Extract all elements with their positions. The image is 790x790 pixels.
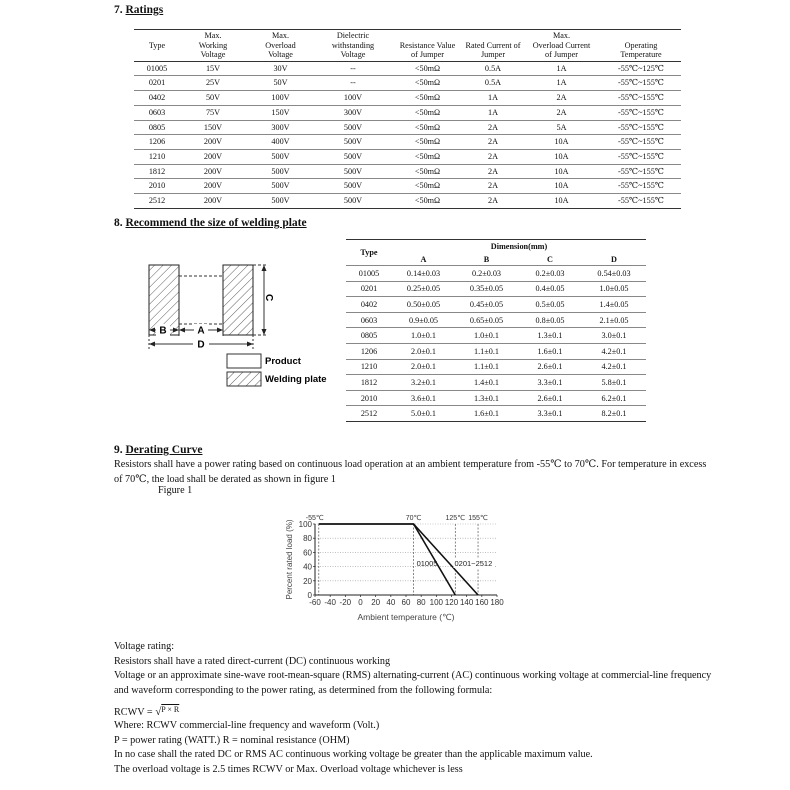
ratings-cell: 50V	[205, 93, 221, 103]
ratings-cell: -55℃~155℃	[618, 122, 664, 132]
welding-cell: 0.2±0.03	[518, 266, 582, 282]
welding-dimension-header: Dimension(mm)	[392, 240, 646, 254]
ratings-cell: 400V	[271, 137, 290, 147]
welding-cell: 1.6±0.1	[518, 343, 582, 359]
welding-cell: 2512	[346, 406, 392, 422]
ratings-cell: <50mΩ	[414, 78, 441, 88]
ratings-cell: 500V	[343, 122, 363, 132]
welding-cell: 2.0±0.1	[392, 343, 455, 359]
ratings-cell: 2512	[148, 196, 166, 206]
ratings-cell: 0201	[148, 78, 166, 88]
ratings-cell: <50mΩ	[414, 181, 441, 191]
welding-cell: 0.14±0.03	[392, 266, 455, 282]
ratings-header-cell: Max. Working Voltage	[198, 31, 228, 60]
derating-chart	[270, 505, 520, 635]
ratings-cell: 0603	[148, 107, 166, 117]
ratings-header-cell: Max. Overload Current of Jumper	[532, 31, 591, 60]
welding-plate-diagram	[140, 254, 340, 394]
welding-cell: 1.4±0.05	[582, 297, 646, 313]
ratings-cell: 150V	[271, 107, 290, 117]
y-tick-label: 100	[298, 520, 312, 529]
welding-cell: 5.0±0.1	[392, 406, 455, 422]
ratings-row	[134, 76, 681, 91]
ratings-cell: 1A	[556, 63, 567, 73]
ratings-cell: 2A	[556, 107, 567, 117]
section-7-title: Ratings	[125, 4, 164, 16]
welding-cell: 1.3±0.1	[455, 390, 518, 406]
ratings-cell: 300V	[343, 107, 363, 117]
ratings-cell: 200V	[203, 166, 223, 176]
x-tick-label: 60	[401, 598, 411, 607]
dim-label-a: A	[197, 325, 205, 337]
ratings-cell: 0402	[148, 93, 166, 103]
ratings-cell: <50mΩ	[414, 196, 441, 206]
derating-paragraph: Resistors shall have a power rating based on continuous load operation at an ambient temperature from -55℃ to 70℃. For temperature in excess of 70℃, the load shall be derated as shown in figure 1	[114, 459, 707, 485]
voltage-rating-paragraph: Voltage rating: Resistors shall have a rated direct-current (DC) continuous working Voltage or an approximate sine-wave root-mean-square (RMS) alternating-current (AC) continuous working voltage at commercial-line frequency and waveform corresponding to the power rating, as determined from the following formula:	[114, 641, 712, 697]
ratings-header-cell: Resistance Value of Jumper	[399, 40, 456, 60]
welding-cell: 1.3±0.1	[518, 328, 582, 344]
legend-product-label: Product	[265, 356, 301, 367]
welding-cell: 0.2±0.03	[455, 266, 518, 282]
section-9-title: Derating Curve	[125, 444, 203, 456]
welding-row	[346, 328, 646, 344]
welding-row	[346, 406, 646, 422]
welding-row	[346, 343, 646, 359]
welding-cell: 1812	[346, 375, 392, 391]
ratings-cell: <50mΩ	[414, 107, 441, 117]
ratings-cell: 5A	[556, 122, 567, 132]
welding-cell: 3.6±0.1	[392, 390, 455, 406]
welding-row	[346, 266, 646, 282]
ratings-header-cell: Dielectric withstanding Voltage	[331, 31, 375, 60]
welding-cell: 0.8±0.05	[518, 312, 582, 328]
ratings-cell: -55℃~125℃	[618, 63, 664, 73]
ratings-cell: 500V	[271, 152, 290, 161]
y-axis-title: Percent rated load (%)	[285, 519, 294, 600]
legend-product-swatch	[227, 354, 261, 368]
ratings-cell: <50mΩ	[414, 152, 441, 161]
welding-cell: 1.1±0.1	[455, 343, 518, 359]
ratings-cell: <50mΩ	[414, 166, 441, 176]
welding-cell: 0.25±0.05	[392, 281, 455, 297]
ratings-row	[134, 91, 681, 106]
welding-row	[346, 375, 646, 391]
ratings-cell: 2A	[487, 137, 498, 147]
dim-label-b: B	[159, 325, 167, 337]
ratings-header-cell: Type	[148, 40, 166, 50]
ratings-header-row	[134, 30, 681, 62]
welding-cell: 0.35±0.05	[455, 281, 518, 297]
welding-cell: 2010	[346, 390, 392, 406]
ratings-cell: 10A	[554, 181, 569, 191]
welding-row	[346, 297, 646, 313]
ratings-cell: 200V	[203, 137, 223, 147]
welding-column-header: D	[582, 253, 646, 266]
ratings-cell: 2A	[487, 181, 498, 191]
welding-cell: 2.0±0.1	[392, 359, 455, 375]
ratings-cell: 1A	[556, 78, 567, 88]
welding-cell: 3.3±0.1	[518, 375, 582, 391]
welding-cell: 0805	[346, 328, 392, 344]
ratings-cell: 500V	[271, 181, 290, 191]
welding-row	[346, 359, 646, 375]
temp-annotation: 155℃	[468, 515, 488, 522]
x-tick-label: 80	[416, 598, 426, 607]
ratings-cell: <50mΩ	[414, 122, 441, 132]
x-tick-label: 120	[444, 598, 459, 607]
ratings-cell: 1210	[148, 152, 166, 161]
welding-cell: 6.2±0.1	[582, 390, 646, 406]
welding-cell: 5.8±0.1	[582, 375, 646, 391]
welding-cell: 4.2±0.1	[582, 359, 646, 375]
x-tick-label: 40	[386, 598, 396, 607]
welding-cell: 1.1±0.1	[455, 359, 518, 375]
ratings-row	[134, 164, 681, 179]
welding-cell: 1.0±0.05	[582, 281, 646, 297]
ratings-cell: 30V	[273, 63, 288, 73]
welding-column-header: C	[518, 253, 582, 266]
series-label: 01005	[416, 559, 438, 568]
y-tick-label: 0	[307, 591, 312, 600]
welding-column-header: A	[392, 253, 455, 266]
ratings-header-cell: Rated Current of Jumper	[465, 40, 521, 60]
welding-cell: 0603	[346, 312, 392, 328]
x-tick-label: -60	[309, 598, 321, 607]
section-7-heading: 7. Ratings	[114, 4, 164, 16]
ratings-cell: 1A	[487, 93, 498, 103]
welding-row	[346, 390, 646, 406]
ratings-cell: -55℃~155℃	[618, 78, 664, 88]
section-9-heading: 9. Derating Curve	[114, 444, 203, 456]
ratings-cell: -55℃~155℃	[618, 107, 664, 117]
ratings-cell: 01005	[146, 63, 168, 73]
ratings-table	[134, 29, 681, 209]
ratings-cell: 200V	[203, 196, 223, 206]
ratings-cell: 500V	[343, 152, 363, 161]
welding-cell: 1.0±0.1	[392, 328, 455, 344]
welding-cell: 1.0±0.1	[455, 328, 518, 344]
right-pad	[223, 265, 253, 335]
ratings-cell: -55℃~155℃	[618, 166, 664, 176]
welding-cell: 3.0±0.1	[582, 328, 646, 344]
welding-cell: 2.6±0.1	[518, 359, 582, 375]
welding-header-row	[346, 240, 646, 254]
ratings-cell: -55℃~155℃	[618, 137, 664, 147]
x-tick-label: -20	[339, 598, 352, 607]
ratings-cell: 100V	[271, 93, 290, 103]
temp-annotation: -55℃	[305, 515, 324, 522]
ratings-cell: 500V	[271, 166, 290, 176]
y-tick-label: 80	[303, 534, 312, 544]
ratings-cell: 2A	[556, 93, 567, 103]
ratings-cell: 200V	[203, 181, 223, 191]
ratings-cell: -55℃~155℃	[618, 181, 664, 191]
welding-cell: 1206	[346, 343, 392, 359]
figure-caption: Figure 1	[158, 485, 193, 496]
x-tick-label: 0	[358, 598, 363, 607]
welding-row	[346, 312, 646, 328]
ratings-cell: 500V	[343, 166, 363, 176]
ratings-cell: 1A	[487, 107, 498, 117]
welding-cell: 0402	[346, 297, 392, 313]
x-tick-label: 160	[475, 598, 489, 607]
welding-cell: 0.45±0.05	[455, 297, 518, 313]
ratings-row	[134, 194, 681, 209]
welding-cell: 0201	[346, 281, 392, 297]
x-tick-label: -40	[324, 598, 336, 607]
welding-cell: 0.4±0.05	[518, 281, 582, 297]
welding-cell: 0.54±0.03	[582, 266, 646, 282]
ratings-cell: 15V	[205, 63, 221, 73]
welding-cell: 2.1±0.05	[582, 312, 646, 328]
ratings-cell: 2A	[487, 196, 498, 206]
ratings-cell: -55℃~155℃	[618, 152, 664, 161]
formula-notes: Where: RCWV commercial-line frequency and waveform (Volt.) P = power rating (WATT.) R = nominal resistance (OHM) In no case shall the rated DC or RMS AC continuous working voltage be greater than the applicable maximum value. The overload voltage is 2.5 times RCWV or Max. Overload voltage whichever is less	[114, 720, 593, 776]
welding-cell: 0.65±0.05	[455, 312, 518, 328]
ratings-cell: --	[350, 63, 356, 73]
legend-welding-label: Welding plate	[265, 374, 327, 385]
ratings-cell: 2A	[487, 166, 498, 176]
ratings-cell: <50mΩ	[414, 93, 441, 103]
section-8-title: Recommend the size of welding plate	[125, 217, 307, 229]
ratings-header-cell: Max. Overload Voltage	[265, 31, 296, 60]
welding-type-header: Type	[346, 240, 392, 266]
ratings-cell: 500V	[343, 181, 363, 191]
y-tick-label: 20	[303, 576, 312, 586]
welding-cell: 0.9±0.05	[392, 312, 455, 328]
welding-cell: 3.2±0.1	[392, 375, 455, 391]
ratings-cell: 10A	[554, 137, 569, 147]
ratings-cell: <50mΩ	[414, 63, 441, 73]
ratings-cell: 25V	[205, 78, 221, 88]
ratings-cell: 0805	[148, 122, 166, 132]
ratings-cell: 10A	[554, 196, 569, 206]
welding-cell: 1.4±0.1	[455, 375, 518, 391]
ratings-cell: 10A	[554, 152, 569, 161]
welding-cell: 01005	[346, 266, 392, 282]
ratings-cell: 500V	[271, 196, 290, 206]
ratings-cell: 200V	[203, 152, 223, 161]
welding-dimension-table	[346, 239, 646, 422]
ratings-row	[134, 150, 681, 165]
ratings-cell: 2A	[487, 152, 498, 161]
ratings-cell: 50V	[273, 78, 288, 88]
ratings-cell: 1206	[148, 137, 166, 147]
welding-cell: 1210	[346, 359, 392, 375]
welding-cell: 4.2±0.1	[582, 343, 646, 359]
welding-cell: 1.6±0.1	[455, 406, 518, 422]
welding-cell: 8.2±0.1	[582, 406, 646, 422]
x-tick-label: 100	[429, 598, 444, 607]
welding-column-header: B	[455, 253, 518, 266]
rcwv-formula: RCWV = √$^{P \times R}$	[114, 705, 180, 718]
ratings-cell: 2A	[487, 122, 498, 132]
y-tick-label: 60	[303, 548, 312, 558]
ratings-cell: 0.5A	[484, 63, 502, 73]
x-tick-label: 180	[490, 598, 504, 607]
x-tick-label: 20	[371, 598, 381, 607]
ratings-cell: 500V	[343, 196, 363, 206]
ratings-row	[134, 105, 681, 120]
ratings-header-cell: Operating Temperature	[620, 40, 662, 60]
legend-welding-swatch	[227, 372, 261, 386]
ratings-cell: 75V	[205, 107, 221, 117]
ratings-cell: 10A	[554, 166, 569, 176]
ratings-cell: -55℃~155℃	[618, 93, 664, 103]
welding-cell: 3.3±0.1	[518, 406, 582, 422]
ratings-row	[134, 61, 681, 76]
ratings-cell: 0.5A	[484, 78, 502, 88]
ratings-cell: 1812	[148, 166, 166, 176]
ratings-cell: 300V	[271, 122, 290, 132]
welding-cell: 0.50±0.05	[392, 297, 455, 313]
x-axis-title: Ambient temperature (℃)	[357, 612, 455, 622]
ratings-cell: --	[350, 78, 356, 88]
ratings-cell: -55℃~155℃	[618, 196, 664, 206]
welding-cell: 2.6±0.1	[518, 390, 582, 406]
ratings-cell: 2010	[148, 181, 166, 191]
temp-annotation: 70℃	[405, 515, 422, 522]
ratings-cell: 100V	[343, 93, 363, 103]
section-8-heading: 8. Recommend the size of welding plate	[114, 217, 307, 229]
dim-label-d: D	[197, 339, 205, 351]
ratings-row	[134, 179, 681, 194]
ratings-cell: <50mΩ	[414, 137, 441, 147]
temp-annotation: 125℃	[445, 515, 466, 522]
dim-label-c: C	[263, 294, 274, 302]
ratings-cell: 150V	[203, 122, 223, 132]
ratings-row	[134, 135, 681, 150]
ratings-cell: 500V	[343, 137, 363, 147]
x-tick-label: 140	[459, 598, 474, 607]
y-tick-label: 40	[303, 562, 312, 572]
welding-cell: 0.5±0.05	[518, 297, 582, 313]
ratings-row	[134, 120, 681, 135]
welding-row	[346, 281, 646, 297]
series-label: 0201~2512	[454, 559, 493, 568]
